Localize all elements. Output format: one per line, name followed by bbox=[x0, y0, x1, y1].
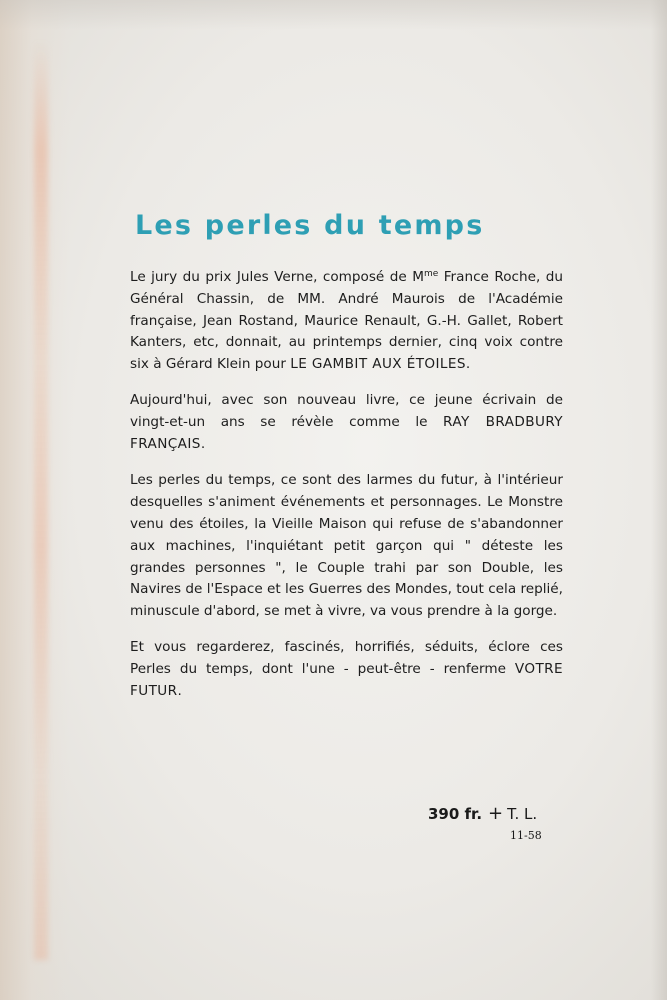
author-comparison: RAY BRADBURY FRANÇAIS bbox=[130, 414, 564, 453]
paragraph-description: Les perles du temps, ce sont des larmes du futur, à l'intérieur desquelles s'animent événements et personnages. Le Monstre venu des étoiles, la Vieille Maison qui refuse de s'abandonner aux machines, l'inquiétant petit garçon qui " déteste les grandes personnes ", le Couple trahi par son Double, les Navires de l'Espace et les Guerres des Mondes, tout cela replié, minuscule d'abord, se met à vivre, va vous prendre à la gorge. bbox=[130, 472, 563, 620]
paper-edge-right bbox=[651, 0, 667, 1000]
paragraph-closing: Et vous regarderez, fascinés, horrifiés, séduits, éclore ces Perles du temps, dont l'une - peut-être - renferme VOTRE FUTUR. bbox=[130, 639, 563, 700]
closing-emphasis: VOTRE FUTUR bbox=[130, 661, 563, 700]
price-amount: 390 fr. bbox=[428, 805, 483, 823]
blurb bbox=[130, 264, 563, 717]
book-reference: LE GAMBIT AUX ÉTOILES bbox=[290, 356, 466, 373]
book-title: Les perles du temps bbox=[135, 210, 485, 241]
paragraph-jury: Le jury du prix Jules Verne, composé de $M^{me}$ France Roche, du Général Chassin, de MM. André Maurois de l'Académie française, Jean Rostand, Maurice Renault, G.-H. Gallet, Robert Kanters, etc, donnait, au printemps dernier, cinq voix contre six à Gérard Klein pour LE GAMBIT AUX ÉTOILES. bbox=[130, 269, 563, 373]
superscript-me: me bbox=[423, 269, 439, 279]
paper-stain bbox=[34, 40, 48, 960]
plus-sign: + bbox=[488, 803, 504, 824]
paragraph-author: Aujourd'hui, avec son nouveau livre, ce jeune écrivain de vingt-et-un ans se révèle comme le RAY BRADBURY FRANÇAIS. bbox=[130, 392, 564, 453]
print-code: 11-58 bbox=[510, 829, 542, 842]
price-suffix: T. L. bbox=[507, 805, 538, 823]
price-line bbox=[428, 803, 537, 824]
paper-edge-top bbox=[0, 0, 667, 30]
